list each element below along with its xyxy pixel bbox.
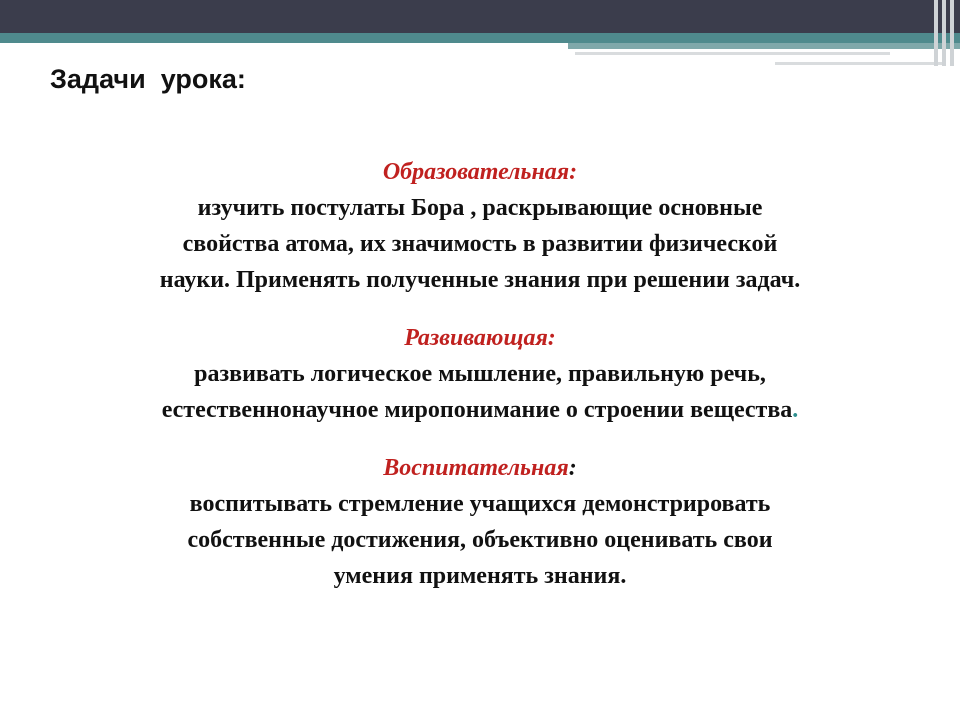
decorative-bar xyxy=(934,0,938,66)
decorative-bar xyxy=(950,0,954,66)
section-body: изучить постулаты Бора , раскрывающие основные свойства атома, их значимость в развитии физической науки. Применять полученные знания при решении задач. xyxy=(159,195,801,293)
section-heading: Развивающая: xyxy=(404,325,556,351)
decorative-bar xyxy=(942,0,946,66)
section-heading: Образовательная: xyxy=(382,159,578,185)
header-bar-teal xyxy=(0,33,960,43)
section-heading: Воспитательная: xyxy=(383,455,577,481)
decorative-line xyxy=(775,62,945,65)
section-developmental xyxy=(40,320,920,428)
decorative-line xyxy=(575,52,890,55)
section-educational xyxy=(40,154,920,298)
header-bar-accent xyxy=(568,43,960,49)
slide-content xyxy=(40,154,920,594)
section-upbringing xyxy=(40,450,920,594)
slide-title: Задачи урока: xyxy=(50,64,246,94)
header-bar-dark xyxy=(0,0,960,33)
section-body: развивать логическое мышление, правильную речь, естественнонаучное миропонимание о строении вещества. xyxy=(161,361,799,423)
section-body: воспитывать стремление учащихся демонстрировать собственные достижения, объективно оценивать свои умения применять знания. xyxy=(187,491,773,589)
